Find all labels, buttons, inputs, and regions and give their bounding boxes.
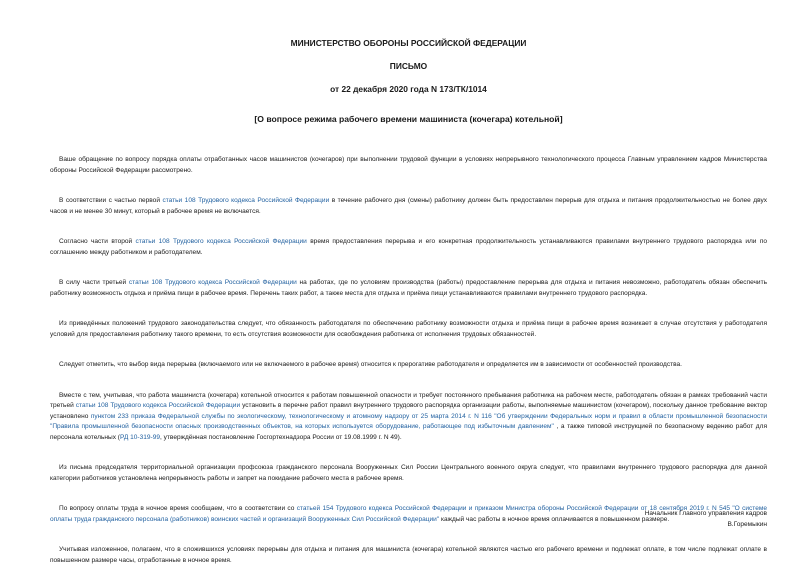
- link-article-108[interactable]: статьи 108 Трудового кодекса Российской Федерации: [162, 197, 330, 204]
- text-span: в течение рабочего дня (смены) работнику должен быть предоставлен перерыв для отдыха и питания продолжительностью не более двух часов и не менее 30 минут, который в рабочее время не включается.: [50, 197, 767, 215]
- paragraph-4: [50, 278, 767, 299]
- text-span: время предоставления перерыва и его конкретная продолжительность устанавливаются правилами внутреннего трудового распорядка или по соглашению между работником и работодателем.: [50, 238, 768, 256]
- document-subject: [О вопросе режима рабочего времени машиниста (кочегара) котельной]: [254, 114, 563, 124]
- ministry-title: МИНИСТЕРСТВО ОБОРОНЫ РОССИЙСКОЙ ФЕДЕРАЦИИ: [290, 38, 527, 48]
- signature-position: Начальник Главного управления кадров: [644, 510, 767, 517]
- document-date-number: от 22 декабря 2020 года N 173/ТК/1014: [330, 84, 487, 94]
- text-span: Согласно части второй: [59, 238, 136, 245]
- paragraph-3: [50, 237, 767, 258]
- paragraph-5: Из приведённых положений трудового законодательства следует, что обязанность работодателя по обеспечению работнику возможности отдыха и приёма пищи в рабочее время возникает в случае отсутствия у работодателя условий для предоставления работнику такого времени, то есть отсутствия возможности для освобождения работника от исполнения трудовых обязанностей.: [50, 320, 767, 338]
- text-span: В силу части третьей: [59, 279, 129, 286]
- signature-block: [645, 508, 767, 530]
- document-type: ПИСЬМО: [389, 61, 428, 71]
- text-span: По вопросу оплаты труда в ночное время сообщаем, что в соответствии со: [59, 505, 297, 512]
- link-article-108[interactable]: статьи 108 Трудового кодекса Российской Федерации: [135, 238, 307, 245]
- text-span: на работах, где по условиям производства (работы) предоставление перерыва для отдыха и питания невозможно, работодатель обязан обеспечить работнику возможность отдыха и приёма пищи в рабочее время. Перечень таких работ, а также места для отдыха и приёма пищи устанавливаются правилами внутреннего трудового распорядка.: [50, 279, 767, 297]
- paragraph-1: Ваше обращение по вопросу порядка оплаты отработанных часов машинистов (кочегаров) при выполнении трудовой функции в условиях непрерывного технологического процесса Главным управлением кадров Министерства обороны Российской Федерации рассмотрено.: [50, 156, 767, 174]
- paragraph-6: Следует отметить, что выбор вида перерыва (включаемого или не включаемого в рабочее время) относится к прерогативе работодателя и определяется им в зависимости от особенностей производства.: [59, 361, 682, 368]
- text-span: каждый час работы в ночное время оплачивается в повышенном размере.: [439, 515, 670, 523]
- document-body: [50, 155, 767, 566]
- text-span: В соответствии с частью первой: [59, 197, 163, 204]
- paragraph-10: Учитывая изложенное, полагаем, что в сложившихся условиях перерывы для отдыха и питания для машиниста (кочегара) котельной являются частью его рабочего времени и подлежат оплате, в том числе подлежат оплате в повышенном размере часы, отработанные в ночное время.: [50, 546, 767, 564]
- signature-name: В.Горемыкин: [727, 521, 767, 528]
- link-article-108[interactable]: статьи 108 Трудового кодекса Российской Федерации: [75, 402, 241, 409]
- paragraph-2: [50, 196, 767, 217]
- text-span: , а также типовой инструкцией по безопасному ведению работ для персонала котельных (: [50, 423, 767, 441]
- paragraph-8: Из письма председателя территориальной организации профсоюза гражданского персонала Вооруженных Сил России Центрального военного округа следует, что правилами внутреннего трудового распорядка для данной категории работников установлена непрерывность работы и запрет на покидание рабочего места в рабочее время.: [50, 464, 767, 482]
- link-article-154-and-order-545[interactable]: статьей 154 Трудового кодекса Российской Федерации и приказом Министра обороны Российской Федерации от 18 сентября 2019 г. N 545 "О системе оплаты труда гражданского персонала (работников) воинских частей и организаций Вооруженных Сил Российской Федерации": [50, 505, 768, 523]
- link-article-108[interactable]: статьи 108 Трудового кодекса Российской Федерации: [128, 279, 297, 286]
- paragraph-7: [50, 391, 767, 444]
- link-rd-10-319-99[interactable]: РД 10-319-99: [119, 433, 160, 441]
- text-span: , утверждённая постановление Госгортехнадзора России от 19.08.1999 г. N 49).: [160, 433, 402, 441]
- link-rostekhnadzor-order[interactable]: пунктом 233 приказа Федеральной службы по экологическому, технологическому и атомному надзору от 25 марта 2014 г. N 116 "Об утверждении Федеральных норм и правил в области промышленной безопасности "Правила промышленной безопасности опасных производственных объектов, на которых используется оборудование, работающее под избыточным давлением": [50, 412, 767, 430]
- text-span: установить в перечне работ правил внутреннего трудового распорядка организации работы, выполняемые машинистом (кочегаром), поскольку данное требование вектор установлено: [50, 402, 767, 420]
- text-span: Вместе с тем, учитывая, что работа машиниста (кочегара) котельной относится к работам повышенной опасности и требует постоянного пребывания работника на рабочем месте, работодатель обязан в рамках требований части третьей: [50, 391, 767, 409]
